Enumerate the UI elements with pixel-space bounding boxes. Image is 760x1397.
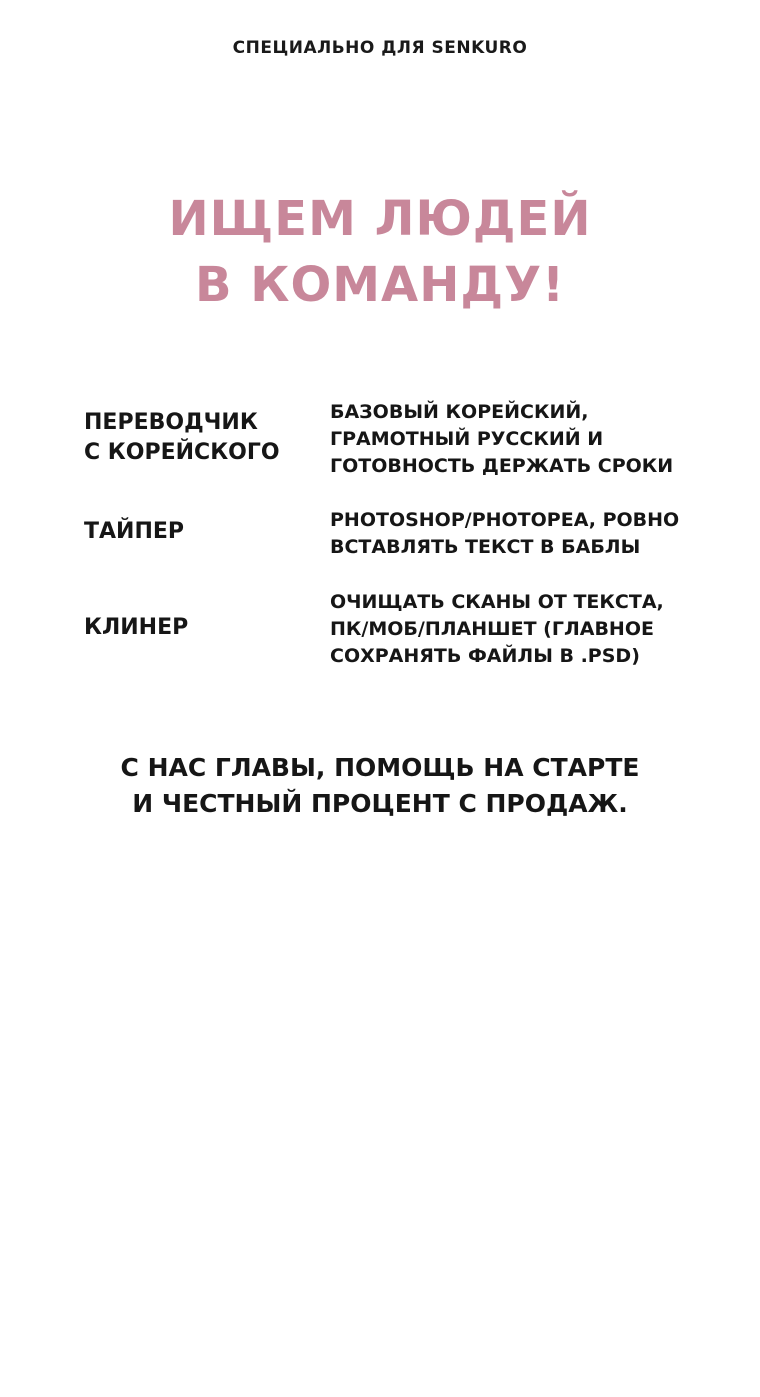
role-line: ТАЙПЕР <box>84 519 185 544</box>
requirement-line: ВСТАВЛЯТЬ ТЕКСТ В БАБЛЫ <box>330 536 641 558</box>
requirement-line: СОХРАНЯТЬ ФАЙЛЫ В .PSD) <box>330 645 640 667</box>
headline-line-1: ИЩЕМ ЛЮДЕЙ <box>168 191 592 247</box>
role-typer <box>84 517 184 547</box>
role-translator <box>84 408 280 468</box>
requirements-cleaner <box>330 589 664 670</box>
closing-line-2: И ЧЕСТНЫЙ ПРОЦЕНТ С ПРОДАЖ. <box>132 789 628 818</box>
requirements-translator <box>330 399 673 480</box>
role-cleaner <box>84 613 188 643</box>
role-line: КЛИНЕР <box>84 615 189 640</box>
closing-statement <box>0 750 760 822</box>
role-line: ПЕРЕВОДЧИК <box>84 410 258 435</box>
role-line: С КОРЕЙСКОГО <box>84 440 280 465</box>
closing-line-1: С НАС ГЛАВЫ, ПОМОЩЬ НА СТАРТЕ <box>120 753 640 782</box>
requirement-line: ГРАМОТНЫЙ РУССКИЙ И <box>330 428 604 450</box>
credit-line: СПЕЦИАЛЬНО ДЛЯ SENKURO <box>232 38 528 58</box>
requirement-line: БАЗОВЫЙ КОРЕЙСКИЙ, <box>330 401 589 423</box>
requirement-line: PHOTOSHOP/PHOTOPEA, РОВНО <box>330 509 680 531</box>
headline-line-2: В КОМАНДУ! <box>194 257 566 313</box>
requirement-line: ГОТОВНОСТЬ ДЕРЖАТЬ СРОКИ <box>330 455 674 477</box>
requirements-typer <box>330 507 679 561</box>
requirement-line: ПК/МОБ/ПЛАНШЕТ (ГЛАВНОЕ <box>330 618 654 640</box>
requirement-line: ОЧИЩАТЬ СКАНЫ ОТ ТЕКСТА, <box>330 591 664 613</box>
headline <box>0 186 760 318</box>
